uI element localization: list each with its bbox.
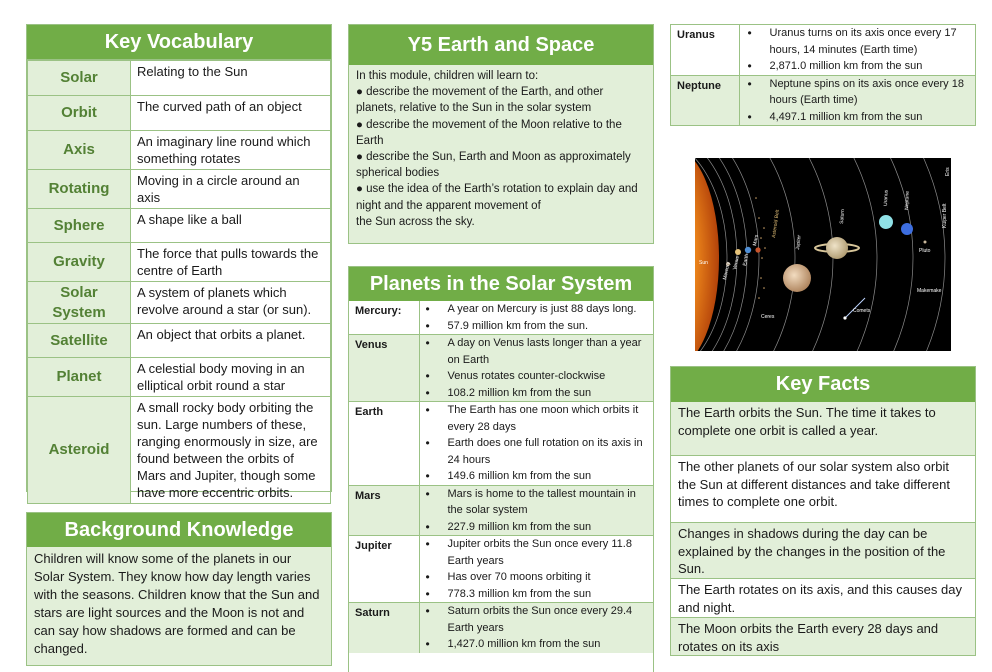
outer-planets-panel: [670, 24, 976, 126]
vocab-row: [28, 282, 331, 324]
label-mars: Mars: [752, 234, 760, 247]
planet-row: [349, 603, 653, 653]
planet-facts: [420, 603, 654, 653]
background-knowledge-text: Children will know some of the planets in our Solar System. They know how day length varies with the seasons. Children know that the Sun and stars are light sources and the Moon is not and can say how shadows are formed and can be changed.: [27, 547, 331, 665]
planet-fact: • 778.3 million km from the sun: [420, 586, 654, 603]
planet-row: [349, 402, 653, 486]
vocab-definition: Moving in a circle around an axis: [131, 170, 331, 209]
planet-fact: • 227.9 million km from the sun: [420, 519, 654, 536]
background-knowledge-title: Background Knowledge: [27, 513, 331, 547]
objectives-intro: In this module, children will learn to:: [356, 70, 539, 82]
key-vocabulary-panel: [26, 24, 332, 500]
planet-name: Neptune: [671, 75, 739, 125]
vocab-row: [28, 397, 331, 504]
key-facts-title: Key Facts: [671, 367, 975, 402]
label-venus: Venus: [732, 255, 741, 271]
vocab-row: [28, 358, 331, 397]
pluto: [924, 241, 927, 244]
planet-facts: [420, 301, 654, 334]
planet-fact: • 1,427.0 million km from the sun: [420, 636, 654, 653]
planet-name: Mercury:: [349, 301, 419, 335]
planet-fact: • 2,871.0 million km from the sun: [740, 58, 976, 75]
vocab-definition: The curved path of an object: [131, 96, 331, 131]
vocab-definition: A celestial body moving in an elliptical orbit round a star: [131, 358, 331, 397]
vocab-definition: An imaginary line round which something rotates: [131, 131, 331, 170]
objective-item: ● describe the Sun, Earth and Moon as approximately spherical bodies: [356, 151, 631, 180]
objective-item: ● describe the movement of the Earth, and other planets, relative to the Sun in the solar system: [356, 86, 604, 115]
planet-facts: [740, 76, 976, 126]
planet-facts: [420, 335, 654, 401]
vocab-definition: The force that pulls towards the centre of Earth: [131, 243, 331, 282]
vocab-term: Gravity: [28, 243, 131, 282]
earth-and-space-panel: [348, 24, 654, 244]
planet-fact: • Jupiter orbits the Sun once every 11.8 Earth years: [420, 536, 654, 569]
earth-and-space-title: Y5 Earth and Space: [349, 25, 653, 65]
vocab-term: Sphere: [28, 209, 131, 243]
planet-facts: [420, 536, 654, 602]
label-earth: Earth: [742, 253, 751, 267]
background-knowledge-panel: [26, 512, 332, 666]
vocab-row: [28, 96, 331, 131]
mars: [755, 247, 760, 252]
vocab-row: [28, 209, 331, 243]
neptune: [901, 223, 913, 235]
vocab-term: Solar: [28, 61, 131, 96]
solar-system-illustration: [695, 158, 951, 351]
objective-item: ● describe the movement of the Moon relative to the Earth: [356, 118, 622, 147]
key-fact: The Earth orbits the Sun. The time it takes to complete one orbit is called a year.: [671, 402, 975, 456]
label-saturn: Saturn: [839, 209, 847, 225]
planet-fact: • 4,497.1 million km from the sun: [740, 109, 976, 126]
planet-fact: • Earth does one full rotation on its axis in 24 hours: [420, 435, 654, 468]
vocab-term: Axis: [28, 131, 131, 170]
key-vocabulary-title: Key Vocabulary: [27, 25, 331, 60]
vocabulary-table: [27, 60, 331, 504]
planet-fact: • Neptune spins on its axis once every 18 hours (Earth time): [740, 76, 976, 109]
label-comets: Comets: [853, 308, 871, 314]
label-pluto: Pluto: [919, 248, 931, 254]
planet-name: Earth: [349, 402, 419, 486]
vocab-term: Orbit: [28, 96, 131, 131]
vocab-term: Asteroid: [28, 397, 131, 504]
planet-row: [671, 25, 975, 75]
planet-fact: • A day on Venus lasts longer than a year on Earth: [420, 335, 654, 368]
key-facts-panel: [670, 366, 976, 656]
label-eris: Eris: [945, 167, 951, 176]
planet-name: Venus: [349, 335, 419, 402]
learning-objectives: [349, 65, 653, 243]
planets-table: [349, 301, 653, 653]
key-fact: The other planets of our solar system also orbit the Sun at different distances and take different times to complete one orbit.: [671, 456, 975, 523]
planet-facts: [420, 486, 654, 536]
planets-panel: [348, 266, 654, 672]
vocab-definition: Relating to the Sun: [131, 61, 331, 96]
vocab-term: Solar System: [28, 282, 131, 324]
uranus: [879, 215, 893, 229]
vocab-row: [28, 131, 331, 170]
label-sun: Sun: [699, 260, 708, 266]
planet-fact: • 149.6 million km from the sun: [420, 468, 654, 485]
vocab-row: [28, 324, 331, 358]
label-mercury: Mercury: [722, 261, 732, 281]
label-ceres: Ceres: [761, 314, 775, 320]
planet-name: Jupiter: [349, 536, 419, 603]
vocab-definition: A system of planets which revolve around a star (or sun).: [131, 282, 331, 324]
vocab-definition: A small rocky body orbiting the sun. Large numbers of these, ranging enormously in size, are found between the orbits of Mars and Jupiter, though some have more eccentric orbits.: [131, 397, 331, 504]
label-uranus: Uranus: [883, 189, 890, 207]
jupiter: [783, 264, 811, 292]
planet-facts: [420, 402, 654, 485]
vocab-term: Satellite: [28, 324, 131, 358]
planet-fact: • Uranus turns on its axis once every 17 hours, 14 minutes (Earth time): [740, 25, 976, 58]
label-kuiper-belt: Kuiper Belt: [942, 203, 948, 228]
vocab-term: Planet: [28, 358, 131, 397]
label-makemake: Makemake: [917, 288, 942, 294]
objective-item: the Sun across the sky.: [356, 215, 475, 228]
planet-fact: • 108.2 million km from the sun: [420, 385, 654, 402]
planet-row: [349, 485, 653, 536]
venus: [735, 249, 741, 255]
planets-title: Planets in the Solar System: [349, 267, 653, 301]
vocab-row: [28, 170, 331, 209]
planet-fact: • Saturn orbits the Sun once every 29.4 Earth years: [420, 603, 654, 636]
label-neptune: Neptune: [904, 190, 911, 211]
planet-name: Saturn: [349, 603, 419, 653]
outer-planets-table: [671, 25, 975, 125]
planet-name: Uranus: [671, 25, 739, 75]
planet-row: [349, 301, 653, 335]
planet-row: [349, 536, 653, 603]
planet-name: Mars: [349, 485, 419, 536]
planet-fact: • Has over 70 moons orbiting it: [420, 569, 654, 586]
planet-fact: • The Earth has one moon which orbits it every 28 days: [420, 402, 654, 435]
vocab-row: [28, 61, 331, 96]
solar-system-graphic: [695, 158, 951, 351]
vocab-definition: A shape like a ball: [131, 209, 331, 243]
planet-row: [671, 75, 975, 125]
planet-row: [349, 335, 653, 402]
objective-item: ● use the idea of the Earth’s rotation to explain day and night and the apparent movement of: [356, 183, 638, 212]
label-jupiter: Jupiter: [795, 234, 803, 251]
key-fact: The Earth rotates on its axis, and this causes day and night.: [671, 579, 975, 618]
key-fact: The Moon orbits the Earth every 28 days and rotates on its axis: [671, 618, 975, 655]
planet-fact: • Venus rotates counter-clockwise: [420, 368, 654, 385]
key-fact: Changes in shadows during the day can be explained by the changes in the position of the Sun.: [671, 523, 975, 579]
planet-fact: • A year on Mercury is just 88 days long.: [420, 301, 654, 318]
planet-facts: [740, 25, 976, 75]
planet-fact: • 57.9 million km from the sun.: [420, 318, 654, 335]
vocab-row: [28, 243, 331, 282]
label-asteroid-belt: Asteroid Belt: [771, 209, 781, 239]
vocab-term: Rotating: [28, 170, 131, 209]
planet-fact: • Mars is home to the tallest mountain in the solar system: [420, 486, 654, 519]
earth: [745, 247, 751, 253]
vocab-definition: An object that orbits a planet.: [131, 324, 331, 358]
